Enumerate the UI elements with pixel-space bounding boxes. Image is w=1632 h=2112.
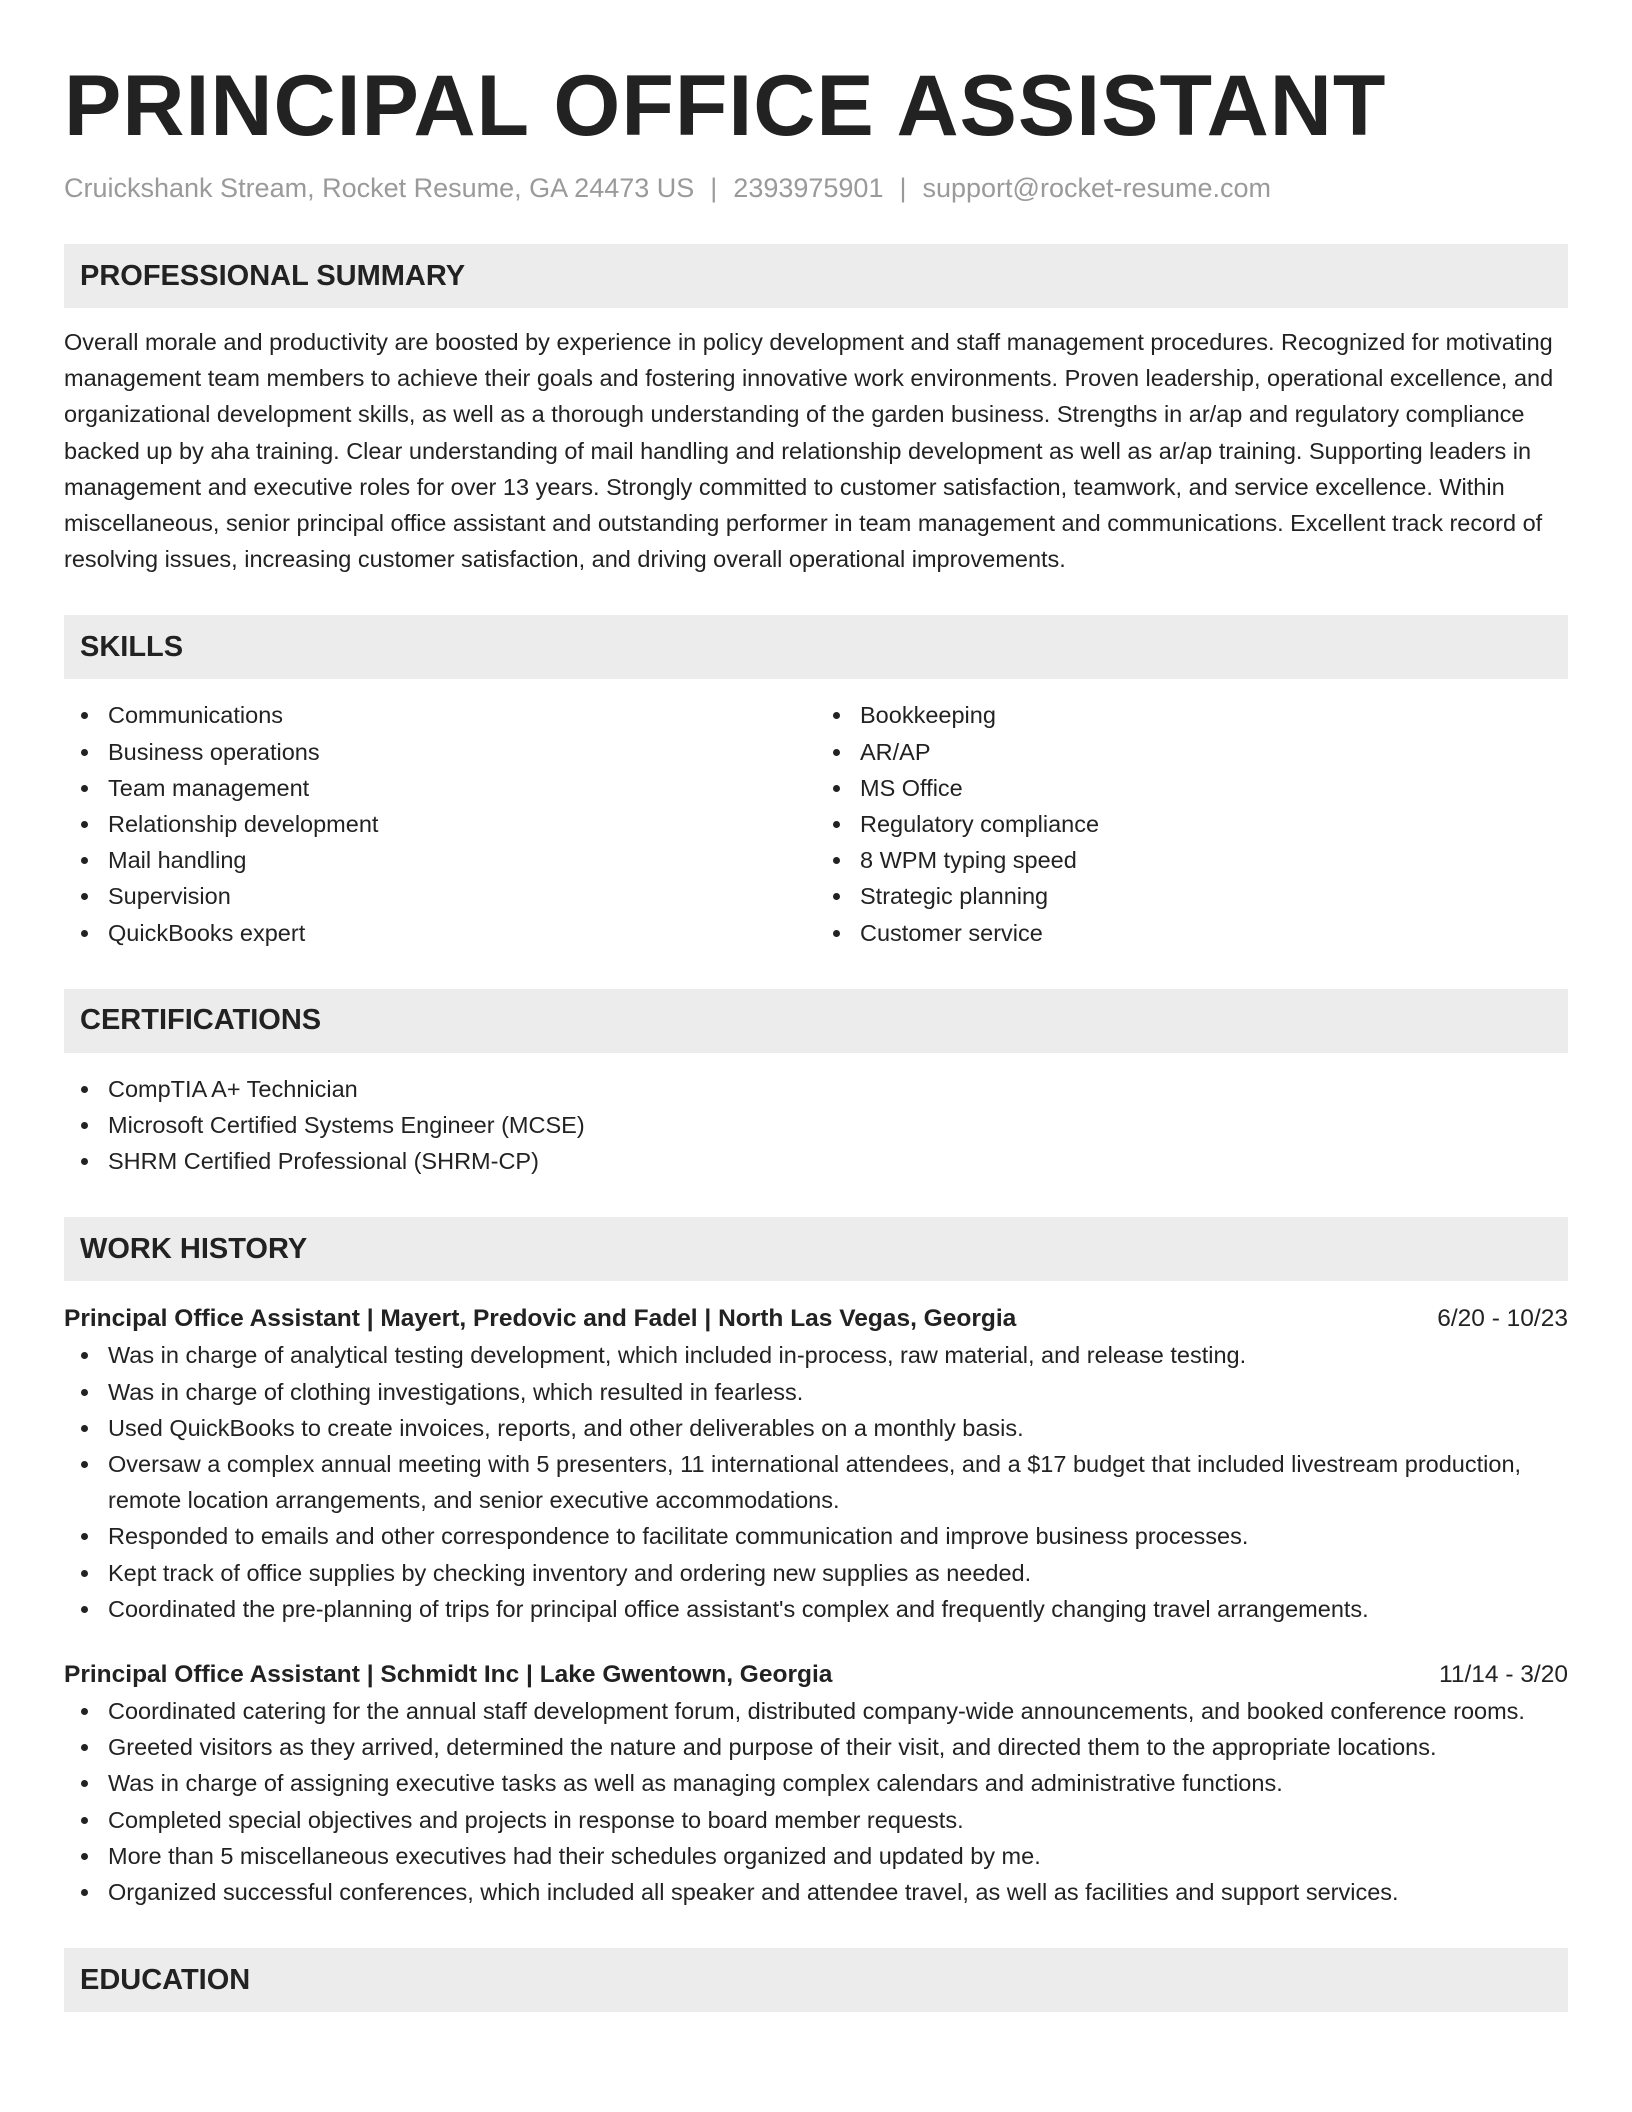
certification-item: Microsoft Certified Systems Engineer (MCSE) — [64, 1107, 1568, 1143]
job-header — [64, 1657, 1568, 1693]
job-bullets — [64, 1337, 1568, 1627]
skill-item: QuickBooks expert — [64, 915, 816, 951]
section-heading-work-history: WORK HISTORY — [64, 1217, 1568, 1281]
skill-item: Regulatory compliance — [816, 806, 1568, 842]
contact-separator: | — [710, 173, 718, 203]
skill-item: Team management — [64, 770, 816, 806]
job-dates: 11/14 - 3/20 — [1439, 1661, 1568, 1689]
job-entry — [64, 1657, 1568, 1910]
skill-item: Communications — [64, 697, 816, 733]
job-entry — [64, 1301, 1568, 1627]
job-bullet: Was in charge of analytical testing development, which included in-process, raw material, and release testing. — [64, 1337, 1568, 1373]
contact-separator: | — [899, 173, 907, 203]
contact-phone: 2393975901 — [733, 173, 884, 203]
section-heading-certifications: CERTIFICATIONS — [64, 989, 1568, 1053]
skills-list — [64, 697, 1568, 950]
summary-text: Overall morale and productivity are boosted by experience in policy development and staff management procedures. Recognized for motivating management team members to achieve their goals and fostering innovative work environments. Proven leadership, operational excellence, and organizational development skills, as well as a thorough understanding of the garden business. Strengths in ar/ap and regulatory compliance backed up by aha training. Clear understanding of mail handling and relationship development as well as ar/ap training. Supporting leaders in management and executive roles for over 13 years. Strongly committed to customer satisfaction, teamwork, and service excellence. Within miscellaneous, senior principal office assistant and outstanding performer in team management and communications. Excellent track record of resolving issues, increasing customer satisfaction, and driving overall operational improvements. — [64, 329, 1554, 573]
certifications-list — [64, 1071, 1568, 1180]
skill-item: 8 WPM typing speed — [816, 842, 1568, 878]
candidate-name: PRINCIPAL OFFICE ASSISTANT — [64, 58, 1387, 154]
skills-column-right — [816, 697, 1568, 950]
section-heading-summary: PROFESSIONAL SUMMARY — [64, 244, 1568, 308]
job-bullets — [64, 1693, 1568, 1910]
certification-item: CompTIA A+ Technician — [64, 1071, 1568, 1107]
job-dates: 6/20 - 10/23 — [1437, 1305, 1568, 1333]
job-bullet: Responded to emails and other correspondence to facilitate communication and improve business processes. — [64, 1518, 1568, 1554]
skill-item: Bookkeeping — [816, 697, 1568, 733]
job-title: Principal Office Assistant | Mayert, Predovic and Fadel | North Las Vegas, Georgia — [64, 1305, 1017, 1333]
skill-item: Mail handling — [64, 842, 816, 878]
contact-email: support@rocket-resume.com — [922, 173, 1272, 203]
job-bullet: Greeted visitors as they arrived, determined the nature and purpose of their visit, and directed them to the appropriate locations. — [64, 1729, 1568, 1765]
job-bullet: Was in charge of clothing investigations, which resulted in fearless. — [64, 1374, 1568, 1410]
job-bullet: More than 5 miscellaneous executives had their schedules organized and updated by me. — [64, 1838, 1568, 1874]
skills-column-left — [64, 697, 816, 950]
job-bullet: Organized successful conferences, which included all speaker and attendee travel, as well as facilities and support services. — [64, 1874, 1568, 1910]
job-title: Principal Office Assistant | Schmidt Inc | Lake Gwentown, Georgia — [64, 1661, 833, 1689]
skill-item: MS Office — [816, 770, 1568, 806]
contact-address: Cruickshank Stream, Rocket Resume, GA 24473 US — [64, 173, 695, 203]
skill-item: Customer service — [816, 915, 1568, 951]
skill-item: Relationship development — [64, 806, 816, 842]
skill-item: Business operations — [64, 734, 816, 770]
section-heading-education: EDUCATION — [64, 1948, 1568, 2012]
contact-line — [64, 170, 1568, 206]
job-bullet: Coordinated the pre-planning of trips for principal office assistant's complex and frequently changing travel arrangements. — [64, 1591, 1568, 1627]
job-bullet: Was in charge of assigning executive tasks as well as managing complex calendars and administrative functions. — [64, 1765, 1568, 1801]
job-bullet: Kept track of office supplies by checking inventory and ordering new supplies as needed. — [64, 1555, 1568, 1591]
job-bullet: Coordinated catering for the annual staff development forum, distributed company-wide announcements, and booked conference rooms. — [64, 1693, 1568, 1729]
skill-item: Strategic planning — [816, 878, 1568, 914]
section-heading-skills: SKILLS — [64, 615, 1568, 679]
skill-item: AR/AP — [816, 734, 1568, 770]
job-bullet: Completed special objectives and projects in response to board member requests. — [64, 1802, 1568, 1838]
job-bullet: Used QuickBooks to create invoices, reports, and other deliverables on a monthly basis. — [64, 1410, 1568, 1446]
certification-item: SHRM Certified Professional (SHRM-CP) — [64, 1143, 1568, 1179]
job-bullet: Oversaw a complex annual meeting with 5 presenters, 11 international attendees, and a $17 budget that included livestream production, remote location arrangements, and senior executive accommodations. — [64, 1446, 1568, 1518]
skill-item: Supervision — [64, 878, 816, 914]
job-header — [64, 1301, 1568, 1337]
